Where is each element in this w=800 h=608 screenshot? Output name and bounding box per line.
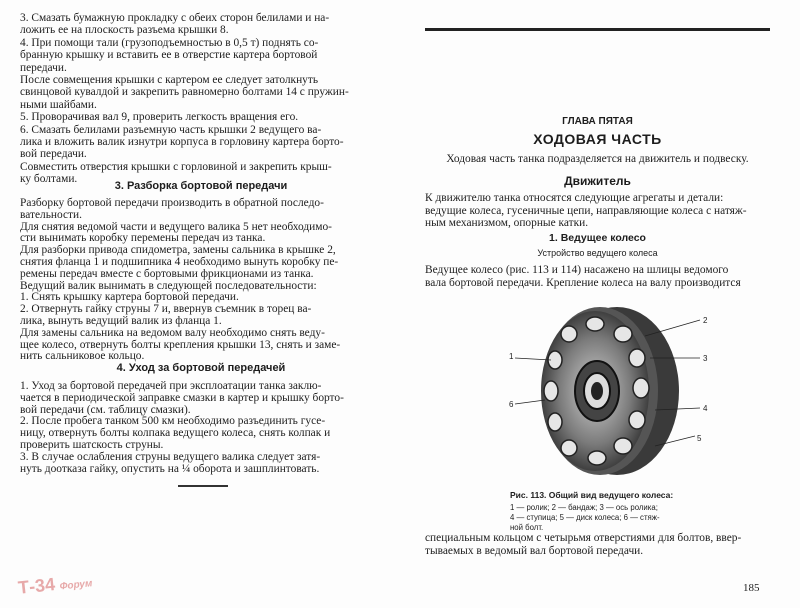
chapter-intro: Ходовая часть танка подразделяется на движитель и подвеску.: [446, 153, 749, 165]
text-line: 6. Смазать белилами разъемную часть крышки 2 ведущего ва-: [20, 123, 322, 136]
figure-label-3: 3: [703, 354, 708, 363]
text-line: бранную крышку и вставить ее в отверстие картера бортовой: [20, 49, 318, 62]
text-line: ку болтами.: [20, 173, 78, 186]
text-line: вала бортовой передачи. Крепление колеса на валу производится: [425, 277, 741, 290]
text-line: ным механизмом, опорные катки.: [425, 217, 589, 229]
text-line: 1. Снять крышку картера бортовой передачи.: [20, 291, 239, 304]
text-line: 3. В случае ослабления струны ведущего валика следует затя-: [20, 450, 321, 463]
page-number: 185: [743, 582, 760, 594]
top-rule: [425, 28, 770, 31]
text-line: ными шайбами.: [20, 98, 97, 111]
text-line: Совместить отверстия крышки с горловиной и закрепить крыш-: [20, 160, 332, 173]
section-heading-disassembly: 3. Разборка бортовой передачи: [114, 180, 288, 192]
text-line: После совмещения крышки с картером ее следует затолкнуть: [20, 74, 319, 86]
text-line: ложить ее на плоскость разъема крышки 8.: [20, 24, 229, 37]
text-line: тываемых в ведомый вал бортовой передачи.: [425, 544, 644, 557]
drive-wheel-illustration: [505, 296, 708, 482]
text-line: Для замены сальника на ведомом валу необходимо снять веду-: [20, 326, 325, 339]
text-line: проверить шатскость струны.: [20, 439, 164, 451]
text-line: свинцовой кувалдой и закрепить равномерно болтами 14 с пружин-: [20, 86, 349, 99]
text-line: Ведущее колесо (рис. 113 и 114) насажено на шлицы ведомого: [425, 264, 729, 276]
chapter-label: ГЛАВА ПЯТАЯ: [562, 116, 633, 127]
text-line: 2. После пробега танком 500 км необходимо разъединить гусе-: [20, 415, 326, 428]
text-line: нуть доотказа гайку, опустить на ¼ оборота и зашплинтовать.: [20, 462, 320, 475]
text-line: 4 — ступица; 5 — диск колеса; 6 — стяж-: [510, 513, 660, 522]
section-heading-drive: Движитель: [564, 174, 631, 188]
watermark-main: Т-34: [17, 574, 57, 598]
figure-label-6: 6: [509, 400, 514, 409]
text-line: Для снятия ведомой части и ведущего валика 5 нет необходимо-: [20, 220, 332, 233]
end-rule: [178, 485, 228, 487]
text-line: 1 — ролик; 2 — бандаж; 3 — ось ролика;: [510, 503, 658, 512]
subsection-heading-drive-wheel: 1. Ведущее колесо: [549, 232, 646, 244]
text-line: 1. Уход за бортовой передачей при эксплоатации танка заклю-: [20, 380, 322, 392]
text-line: 4. При помощи тали (грузоподъемностью в 0,5 т) поднять со-: [20, 36, 319, 49]
text-line: снятия фланца 1 и подшипника 4 необходимо вынуть коробку пе-: [20, 256, 339, 268]
chapter-title: ХОДОВАЯ ЧАСТЬ: [533, 131, 662, 147]
right-page: [425, 0, 770, 608]
text-line: вой передачи.: [20, 148, 87, 161]
figure-label-4: 4: [703, 404, 708, 413]
text-line: специальным кольцом с четырьмя отверстиями для болтов, ввер-: [425, 532, 742, 544]
text-line: 5. Проворачивая вал 9, проверить легкость вращения его.: [20, 111, 299, 124]
text-line: Разборку бортовой передачи производить в обратной последо-: [20, 197, 324, 209]
text-line: вой передачи (см. таблицу смазки).: [20, 403, 191, 416]
left-page: [20, 0, 382, 608]
figure-label-1: 1: [509, 352, 514, 361]
watermark-sub: Форум: [59, 578, 93, 593]
section-heading-maintenance: 4. Уход за бортовой передачей: [116, 362, 286, 374]
text-line: Для разборки привода спидометра, замены сальника в крышке 2,: [20, 244, 336, 257]
text-line: 2. Отвернуть гайку струны 7 и, ввернув съемник в торец ва-: [20, 303, 312, 316]
text-line: чается в периодической заправке смазки в картер и крышку борто-: [20, 391, 344, 404]
text-line: К движителю танка относятся следующие агрегаты и детали:: [425, 192, 724, 204]
subsubsection-heading: Устройство ведущего колеса: [537, 248, 658, 258]
text-line: нить сальниковое кольцо.: [20, 350, 145, 363]
text-line: ремены передач вместе с бортовыми фрикционами из танка.: [20, 267, 314, 280]
figure-label-2: 2: [703, 316, 708, 325]
figure-caption-title: Рис. 113. Общий вид ведущего колеса:: [510, 490, 674, 500]
text-line: передачи.: [20, 61, 67, 74]
text-line: ницу, отвернуть болты колпака ведущего колеса, снять колпак и: [20, 427, 331, 440]
text-line: вательности.: [20, 208, 82, 221]
text-line: сти вынимать коробку перемены передач из танка.: [20, 232, 266, 245]
text-line: Ведущий валик вынимать в следующей последовательности:: [20, 279, 317, 292]
text-line: лика и вложить валик изнутри корпуса в горловину картера борто-: [20, 136, 344, 148]
text-line: щее колесо, отвернуть болты крепления крышки 13, снять и заме-: [20, 338, 341, 351]
text-line: 3. Смазать бумажную прокладку с обеих сторон белилами и на-: [20, 12, 330, 24]
figure-label-5: 5: [697, 434, 702, 443]
text-line: ной болт.: [510, 523, 544, 532]
text-line: лика, вынуть ведущий валик из фланца 1.: [20, 315, 222, 327]
text-line: ведущие колеса, гусеничные цепи, направляющие колеса с натяж-: [425, 204, 747, 217]
